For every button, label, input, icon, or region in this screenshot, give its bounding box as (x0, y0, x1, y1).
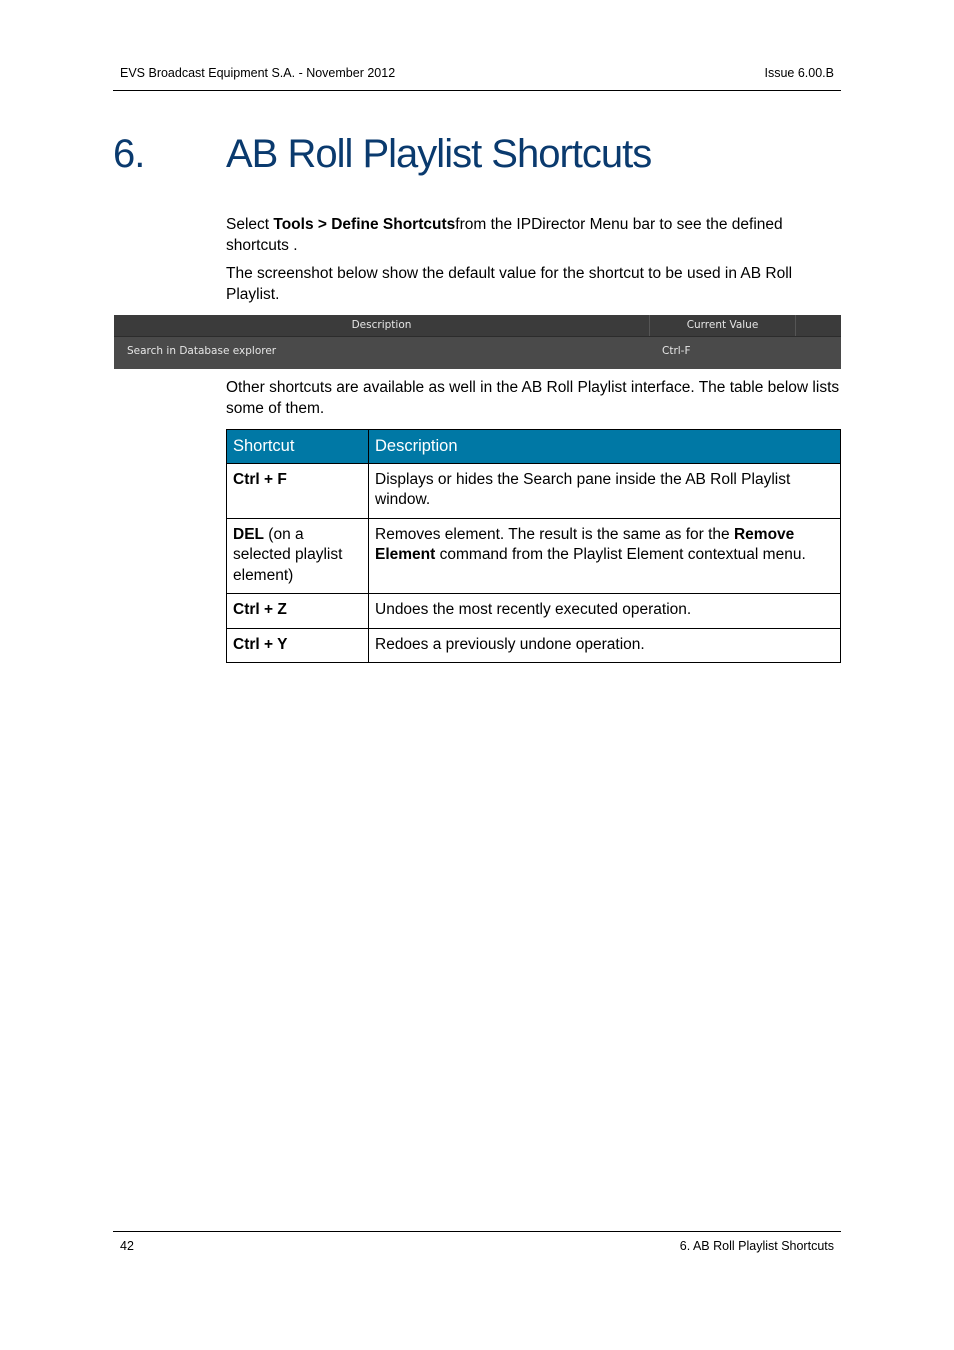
intro-paragraph-1 (226, 215, 840, 256)
chapter-title: AB Roll Playlist Shortcuts (226, 132, 652, 176)
shortcut-key: Ctrl + F (233, 470, 287, 488)
page-header (113, 64, 841, 91)
shortcut-key: Ctrl + Y (233, 635, 288, 653)
intro-p1-post: from the IPDirector Menu bar to see the defined shortcuts . (226, 216, 783, 254)
description-text-post: command from the Playlist Element contextual menu. (435, 546, 806, 563)
description-text: Displays or hides the Search pane inside the AB Roll Playlist window. (375, 470, 791, 508)
header-description: Description (369, 430, 841, 464)
screenshot-row (114, 337, 841, 369)
description-cell (369, 628, 841, 663)
screenshot-col-description: Description (114, 315, 650, 336)
table-row (227, 518, 841, 594)
intro-paragraph-2: The screenshot below show the default value for the shortcut to be used in AB Roll Playlist. (226, 265, 793, 303)
table-row (227, 463, 841, 518)
screenshot-row-description: Search in Database explorer (127, 345, 277, 357)
footer-page-number: 42 (120, 1239, 134, 1253)
description-text: Undoes the most recently executed operation. (375, 601, 692, 618)
shortcut-key: DEL (233, 525, 264, 543)
footer-section: 6. AB Roll Playlist Shortcuts (679, 1239, 834, 1253)
description-text: Removes element. The result is the same as for the (375, 525, 734, 543)
description-cell (369, 463, 841, 518)
header-issue: Issue 6.00.B (764, 66, 834, 80)
shortcut-key: Ctrl + Z (233, 601, 287, 618)
shortcut-cell (227, 594, 369, 629)
page-footer (113, 1231, 841, 1252)
description-bold: Remove Element (375, 525, 795, 563)
table-row (227, 628, 841, 663)
description-cell (369, 594, 841, 629)
intro-paragraph-3: Other shortcuts are available as well in the AB Roll Playlist interface. The table below lists some of them. (226, 379, 840, 417)
screenshot-header-row (114, 315, 841, 337)
shortcut-cell (227, 463, 369, 518)
header-publisher: EVS Broadcast Equipment S.A. - November 2012 (120, 66, 396, 80)
shortcut-note: (on a selected playlist element) (233, 525, 343, 584)
table-row (227, 594, 841, 629)
chapter-number: 6. (113, 132, 145, 176)
shortcut-cell (227, 518, 369, 594)
header-shortcut: Shortcut (227, 430, 369, 464)
shortcuts-table (226, 429, 841, 663)
intro-p1-pre: Select (226, 216, 274, 233)
screenshot-col-current-value: Current Value (650, 315, 796, 336)
table-header-row (227, 430, 841, 464)
shortcut-cell (227, 628, 369, 663)
intro-p1-menu-path: Tools > Define Shortcuts (273, 216, 456, 233)
description-cell (369, 518, 841, 594)
shortcut-editor-screenshot (114, 315, 841, 369)
screenshot-row-value: Ctrl-F (662, 345, 691, 357)
description-text: Redoes a previously undone operation. (375, 635, 645, 653)
